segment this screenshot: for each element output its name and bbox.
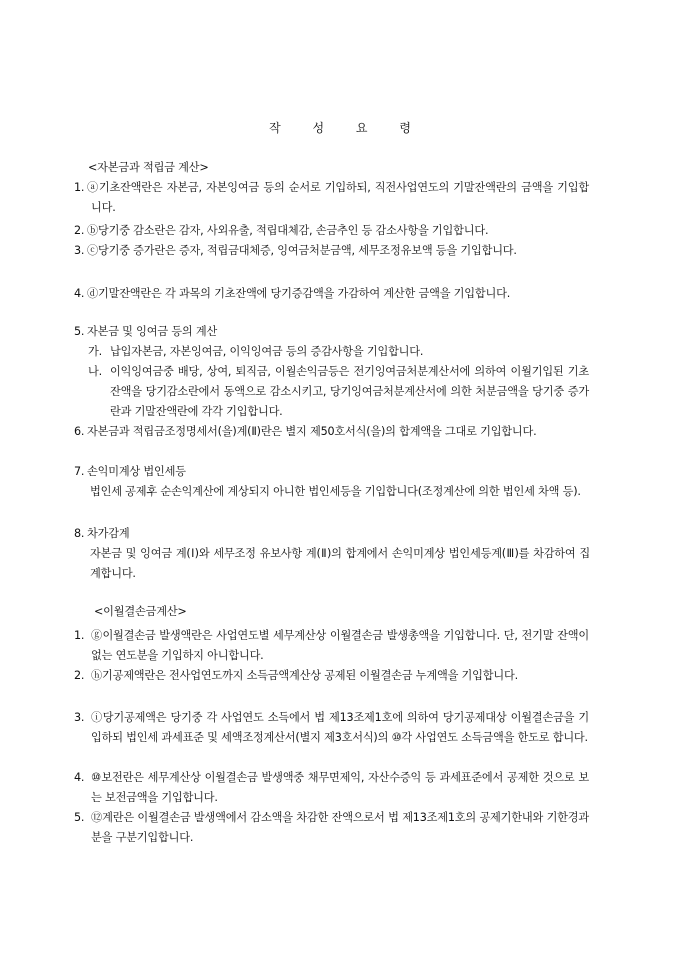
item-text: ⓐ기초잔액란은 자본금, 자본잉여금 등의 순서로 기입하되, 직전사업연도의 기말잔액란의 금액을 기입합니다. — [87, 181, 589, 214]
item-number: 나. — [88, 365, 102, 378]
item-number: 2. — [74, 224, 85, 237]
item-text: 자본금 및 잉여금 등의 계산 — [87, 325, 218, 338]
item-number: 4. — [74, 287, 85, 300]
item-text: ⓖ이월결손금 발생액란은 사업연도별 세무계산상 이월결손금 발생총액을 기입합니다. 단, 전기말 잔액이 없는 연도분을 기입하지 아니합니다. — [91, 629, 589, 662]
section-heading-capital: <자본금과 적립금 계산> — [88, 161, 209, 174]
item-number: 5. — [74, 811, 85, 824]
item-number: 1. — [74, 629, 85, 642]
section-heading-loss: <이월결손금계산> — [94, 605, 187, 618]
item-text: 법인세 공제후 순손익계산에 계상되지 아니한 법인세등을 기입합니다(조정계산에 의한 법인세 차액 등). — [90, 485, 581, 498]
item-number: 7. — [74, 465, 85, 478]
item-text: 이익잉여금중 배당, 상여, 퇴직금, 이월손익금등은 전기잉여금처분계산서에 의하여 이월기입된 기초잔액을 당기감소란에서 동액으로 감소시키고, 당기잉여금처분계산서에 의한 처분금액을 당기중 증가란과 기말잔액란에 각각 기입합니다. — [110, 365, 589, 418]
item-number: 4. — [74, 771, 85, 784]
item-text: ⓑ당기중 감소란은 감자, 사외유출, 적립대체감, 손금추인 등 감소사항을 기입합니다. — [87, 224, 489, 237]
item-number: 2. — [74, 669, 85, 682]
item-number: 5. — [74, 325, 85, 338]
item-number: 6. — [74, 425, 85, 438]
item-text: ⑫계란은 이월결손금 발생액에서 감소액을 차감한 잔액으로서 법 제13조제1호의 공제기한내와 기한경과분을 구분기입합니다. — [91, 811, 589, 844]
item-text: 자본금과 적립금조정명세서(을)계(Ⅱ)란은 별지 제50호서식(을)의 합계액을 그대로 기입합니다. — [87, 425, 537, 438]
item-text: ⑩보전란은 세무계산상 이월결손금 발생액중 채무면제익, 자산수증익 등 과세표준에서 공제한 것으로 보는 보전금액을 기입합니다. — [91, 771, 589, 804]
item-number: 3. — [74, 244, 85, 257]
item-number: 8. — [74, 527, 85, 540]
item-text: 납입자본금, 자본잉여금, 이익잉여금 등의 증감사항을 기입합니다. — [110, 345, 424, 358]
page-title: 작 성 요 령 — [269, 121, 411, 135]
item-text: 차가감계 — [87, 527, 130, 540]
item-number: 3. — [74, 711, 85, 724]
item-number: 1. — [74, 181, 85, 194]
item-text: 손익미계상 법인세등 — [87, 465, 186, 478]
item-text: ⓗ기공제액란은 전사업연도까지 소득금액계산상 공제된 이월결손금 누계액을 기입합니다. — [91, 669, 518, 682]
item-text: 자본금 및 잉여금 계(Ⅰ)와 세무조정 유보사항 계(Ⅱ)의 합계에서 손익미계상 법인세등계(Ⅲ)를 차감하여 집계합니다. — [90, 547, 590, 580]
item-text: ⓒ당기중 증가란은 증자, 적립금대체증, 잉여금처분금액, 세무조정유보액 등을 기입합니다. — [87, 244, 517, 257]
item-text: ⓓ기말잔액란은 각 과목의 기초잔액에 당기증감액을 가감하여 계산한 금액을 기입합니다. — [87, 287, 511, 300]
item-number: 가. — [88, 345, 102, 358]
item-text: ⓘ당기공제액은 당기중 각 사업연도 소득에서 법 제13조제1호에 의하여 당기공제대상 이월결손금을 기입하되 법인세 과세표준 및 세액조정계산서(별지 제3호서식)의 ⑩각 사업연도 소득금액을 한도로 합니다. — [91, 711, 589, 744]
